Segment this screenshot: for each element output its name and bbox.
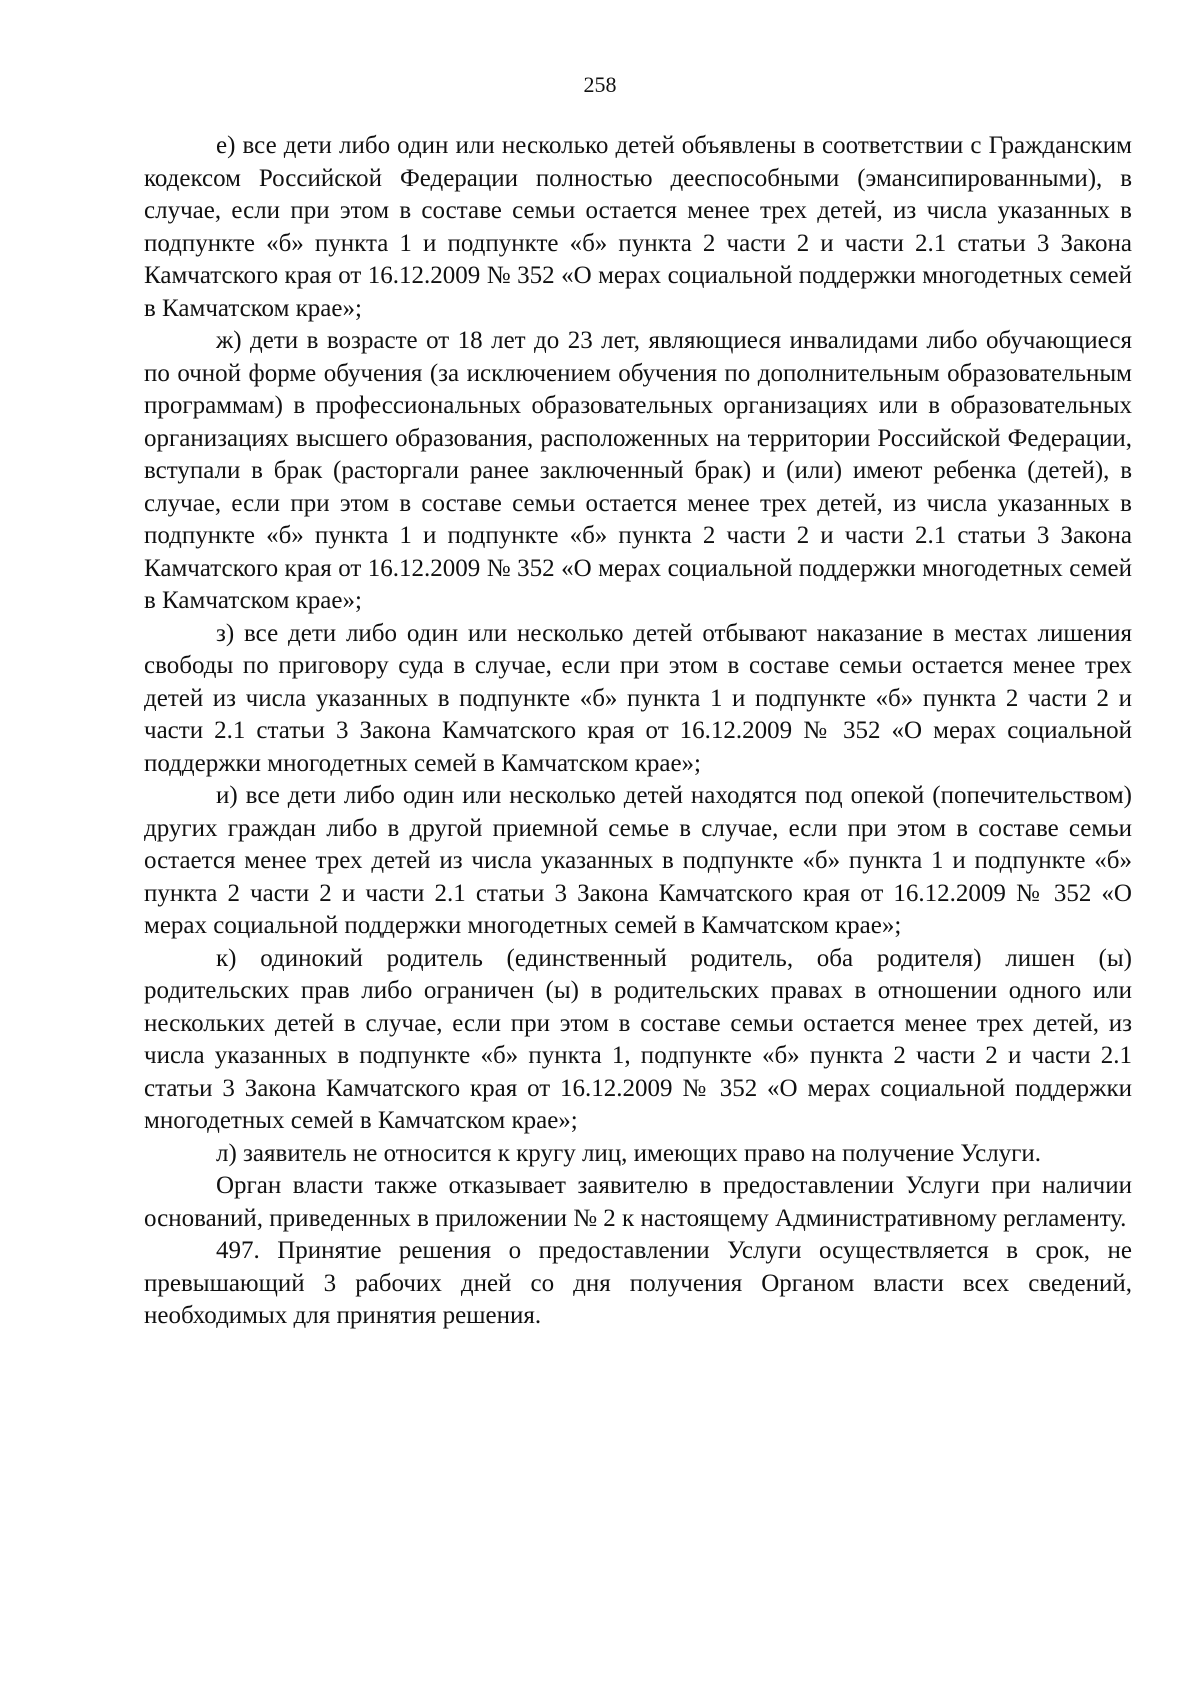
paragraph-l: л) заявитель не относится к кругу лиц, имеющих право на получение Услуги. (216, 1139, 1042, 1167)
paragraph-e: е) все дети либо один или несколько детей объявлены в соответствии с Гражданским кодексом Российской Федерации полностью дееспособными (эмансипированными), в случае, если при этом в составе семьи остается менее трех детей, из числа указанных в подпункте «б» пункта 1 и подпункте «б» пункта 2 части 2 и части 2.1 статьи 3 Закона Камчатского края от 16.12.2009 № 352 «О мерах социальной поддержки многодетных семей в Камчатском крае»; (144, 132, 1132, 322)
page-number: 258 (583, 72, 617, 97)
paragraph-zh: ж) дети в возрасте от 18 лет до 23 лет, являющиеся инвалидами либо обучающиеся по очной форме обучения (за исключением обучения по дополнительным образовательным программам) в профессиональных образовательных организациях или в образовательных организациях высшего образования, расположенных на территории Российской Федерации, вступали в брак (расторгали ранее заключенный брак) и (или) имеют ребенка (детей), в случае, если при этом в составе семьи остается менее трех детей, из числа указанных в подпункте «б» пункта 1 и подпункте «б» пункта 2 части 2 и части 2.1 статьи 3 Закона Камчатского края от 16.12.2009 № 352 «О мерах социальной поддержки многодетных семей в Камчатском крае»; (144, 327, 1132, 614)
document-body (144, 130, 1132, 1333)
paragraph-i: и) все дети либо один или несколько детей находятся под опекой (попечительством) других граждан либо в другой приемной семье в случае, если при этом в составе семьи остается менее трех детей из числа указанных в подпункте «б» пункта 1 и подпункте «б» пункта 2 части 2 и части 2.1 статьи 3 Закона Камчатского края от 16.12.2009 № 352 «О мерах социальной поддержки многодетных семей в Камчатском крае»; (144, 782, 1132, 939)
paragraph-497: 497. Принятие решения о предоставлении Услуги осуществляется в срок, не превышающий 3 рабочих дней со дня получения Органом власти всех сведений, необходимых для принятия решения. (144, 1237, 1132, 1329)
paragraph-k: к) одинокий родитель (единственный родитель, оба родителя) лишен (ы) родительских прав либо ограничен (ы) в родительских правах в отношении одного или нескольких детей в случае, если при этом в составе семьи остается менее трех детей, из числа указанных в подпункте «б» пункта 1, подпункте «б» пункта 2 части 2 и части 2.1 статьи 3 Закона Камчатского края от 16.12.2009 № 352 «О мерах социальной поддержки многодетных семей в Камчатском крае»; (144, 944, 1132, 1134)
paragraph-refusal-grounds: Орган власти также отказывает заявителю в предоставлении Услуги при наличии оснований, приведенных в приложении № 2 к настоящему Административному регламенту. (144, 1172, 1132, 1232)
paragraph-z: з) все дети либо один или несколько детей отбывают наказание в местах лишения свободы по приговору суда в случае, если при этом в составе семьи остается менее трех детей из числа указанных в подпункте «б» пункта 1 и подпункте «б» пункта 2 части 2 и части 2.1 статьи 3 Закона Камчатского края от 16.12.2009 № 352 «О мерах социальной поддержки многодетных семей в Камчатском крае»; (144, 619, 1132, 777)
